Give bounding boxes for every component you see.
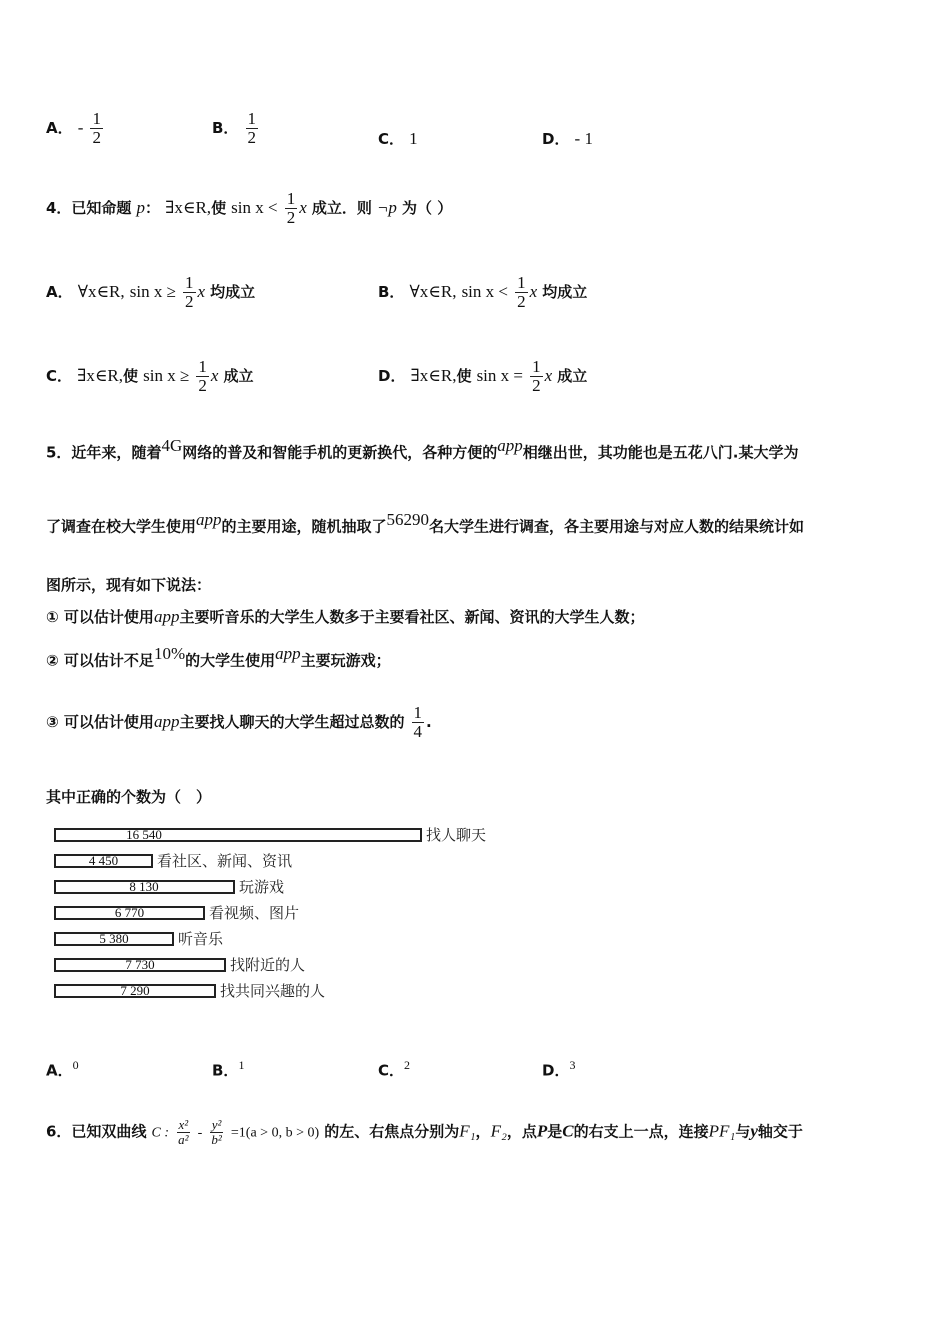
bar-value-label: 7 730 <box>125 957 155 972</box>
q4-stem: 4．已知命题 p： ∃x∈R,使 sin x < $\frac{1}{2}$ x 成立．则 ¬p 为（ ） <box>46 189 453 227</box>
q4-option-d: D． ∃x∈R,使 sin x = $\frac{1}{2}$ x 成立 <box>378 357 588 395</box>
fraction: $\frac{1}{2}$ <box>92 109 101 147</box>
bar-value-label: 8 130 <box>129 879 159 894</box>
q6-stem: 6．已知双曲线 C : $\frac{\text{x²}}{\text{a²}}$ - $\frac{\text{y²}}{\text{b²}}$ =1(a > 0, b > 0) 的左、右焦点分别为F₁，F₂，点P是C的右支上一点，连接PF₁与y轴交于 <box>46 1117 803 1147</box>
bar-value-label: 7 290 <box>120 983 150 998</box>
q5-statement-1: ① 可以估计使用app主要听音乐的大学生人数多于主要看社区、新闻、资讯的大学生人数； <box>46 607 645 626</box>
bar-category-label: 听音乐 <box>178 930 224 948</box>
q5-line-3: 图所示，现有如下说法： <box>46 576 212 594</box>
bar-value-label: 5 380 <box>99 931 129 946</box>
fraction: $\frac{1}{2}$ <box>286 189 296 227</box>
q5-ask: 其中正确的个数为（ ） <box>46 788 212 806</box>
bar-value-label: 4 450 <box>88 853 119 868</box>
bar-category-label: 玩游戏 <box>239 878 285 896</box>
q3-option-d: D． - 1 <box>542 129 593 148</box>
q3-option-c: C． 1 <box>378 129 418 148</box>
fraction: $\frac{1}{4}$ <box>413 703 423 741</box>
q5-option-a: A．$^0$ <box>46 1058 79 1080</box>
q5-option-b: B．$^1$ <box>212 1058 245 1080</box>
fraction: $\frac{1}{2}$ <box>532 357 541 395</box>
q4-option-b: B． ∀x∈R, sin x < $\frac{1}{2}$ x 均成立 <box>378 273 588 311</box>
bar-category-label: 找共同兴趣的人 <box>220 982 326 1000</box>
q5-statement-2: ② 可以估计不足$^{10\%}$的大学生使用$^{app}$主要玩游戏； <box>46 644 391 670</box>
q4-option-a: A． ∀x∈R, sin x ≥ $\frac{1}{2}$ x 均成立 <box>46 273 256 311</box>
bar-category-label: 看视频、图片 <box>209 904 300 922</box>
bar-category-label: 找附近的人 <box>230 956 306 974</box>
q5-line-2: 了调查在校大学生使用$^{app}$的主要用途，随机抽取了$^{56290}$名大学生进行调查，各主要用途与对应人数的结果统计如 <box>46 510 805 536</box>
q5-statement-3: ③ 可以估计使用app主要找人聊天的大学生超过总数的 $\frac{1}{4}$ . <box>46 703 432 741</box>
bar-category-label: 找人聊天 <box>426 826 487 844</box>
bar-value-label: 6 770 <box>114 905 145 920</box>
fraction: $\frac{1}{2}$ <box>247 109 257 147</box>
usage-bar-chart <box>54 826 514 1016</box>
bar-category-label: 看社区、新闻、资讯 <box>157 852 293 870</box>
q3-option-a: A． - $\frac{1}{2}$ <box>46 109 101 147</box>
bar-value-label: 16 540 <box>126 827 162 842</box>
q5-option-d: D．$^3$ <box>542 1058 576 1080</box>
fraction: $\frac{\text{y²}}{\text{b²}}$ <box>211 1117 222 1147</box>
q4-option-c: C． ∃x∈R,使 sin x ≥ $\frac{1}{2}$ x 成立 <box>46 357 254 395</box>
q5-option-c: C．$^2$ <box>378 1058 411 1080</box>
fraction: $\frac{1}{2}$ <box>198 357 207 395</box>
fraction: $\frac{1}{2}$ <box>517 273 526 311</box>
q5-line-1: 5．近年来，随着$^{4G}$网络的普及和智能手机的更新换代，各种方便的$^{app}$相继出世，其功能也是五花八门.某大学为 <box>46 436 799 462</box>
fraction: $\frac{1}{2}$ <box>185 273 194 311</box>
q3-option-b: B． $\frac{1}{2}$ <box>212 109 257 147</box>
fraction: $\frac{\text{x²}}{\text{a²}}$ <box>178 1117 189 1147</box>
